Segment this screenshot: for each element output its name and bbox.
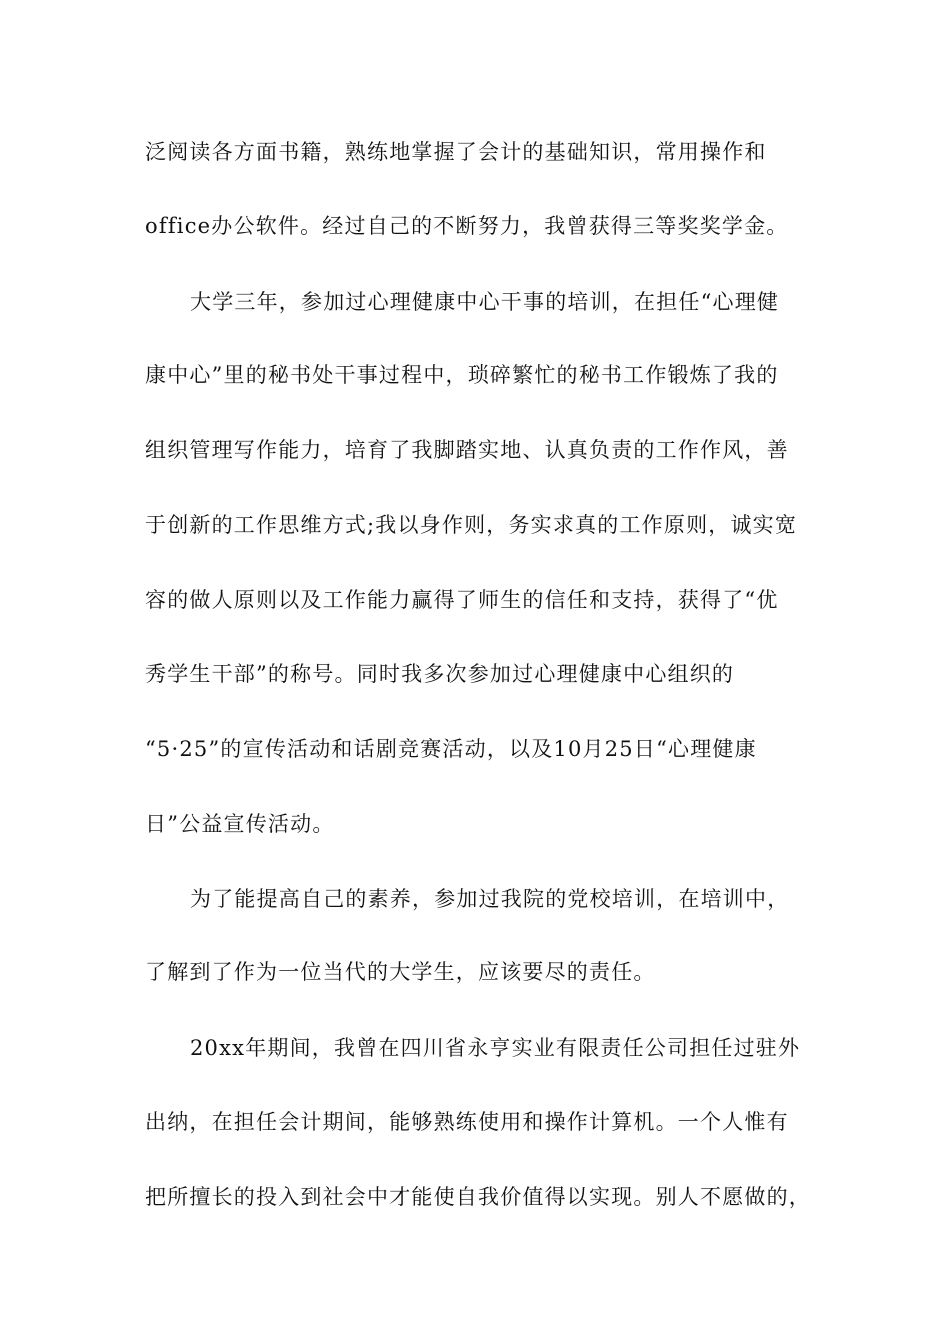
text-line-6: 于创新的工作思维方式;我以身作则，务实求真的工作原则，诚实宽 — [145, 513, 798, 537]
text-line-10: 日”公益宣传活动。 — [145, 812, 335, 836]
paragraph-start-line-3: 大学三年，参加过心理健康中心干事的培训，在担任“心理健 — [190, 290, 780, 314]
text-line-7: 容的做人原则以及工作能力赢得了师生的信任和支持，获得了“优 — [145, 588, 779, 612]
text-line-12: 了解到了作为一位当代的大学生，应该要尽的责任。 — [145, 960, 656, 984]
text-line-5: 组织管理写作能力，培育了我脚踏实地、认真负责的工作作风，善 — [145, 438, 789, 462]
text-line-9: “5·25”的宣传活动和话剧竞赛活动，以及10月25日“心理健康 — [145, 737, 757, 761]
text-line-2: office办公软件。经过自己的不断努力，我曾获得三等奖奖学金。 — [145, 214, 789, 238]
text-line-8: 秀学生干部”的称号。同时我多次参加过心理健康中心组织的 — [145, 662, 735, 686]
text-line-4: 康中心”里的秘书处干事过程中，琐碎繁忙的秘书工作锻炼了我的 — [145, 363, 779, 387]
text-line-15: 把所擅长的投入到社会中才能使自我价值得以实现。别人不愿做的， — [145, 1185, 811, 1209]
text-line-14: 出纳，在担任会计期间，能够熟练使用和操作计算机。一个人惟有 — [145, 1110, 789, 1134]
text-line-1: 泛阅读各方面书籍，熟练地掌握了会计的基础知识，常用操作和 — [145, 140, 767, 164]
paragraph-start-line-11: 为了能提高自己的素养，参加过我院的党校培训，在培训中， — [190, 887, 790, 911]
paragraph-start-line-13: 20xx年期间，我曾在四川省永亨实业有限责任公司担任过驻外 — [190, 1036, 801, 1060]
